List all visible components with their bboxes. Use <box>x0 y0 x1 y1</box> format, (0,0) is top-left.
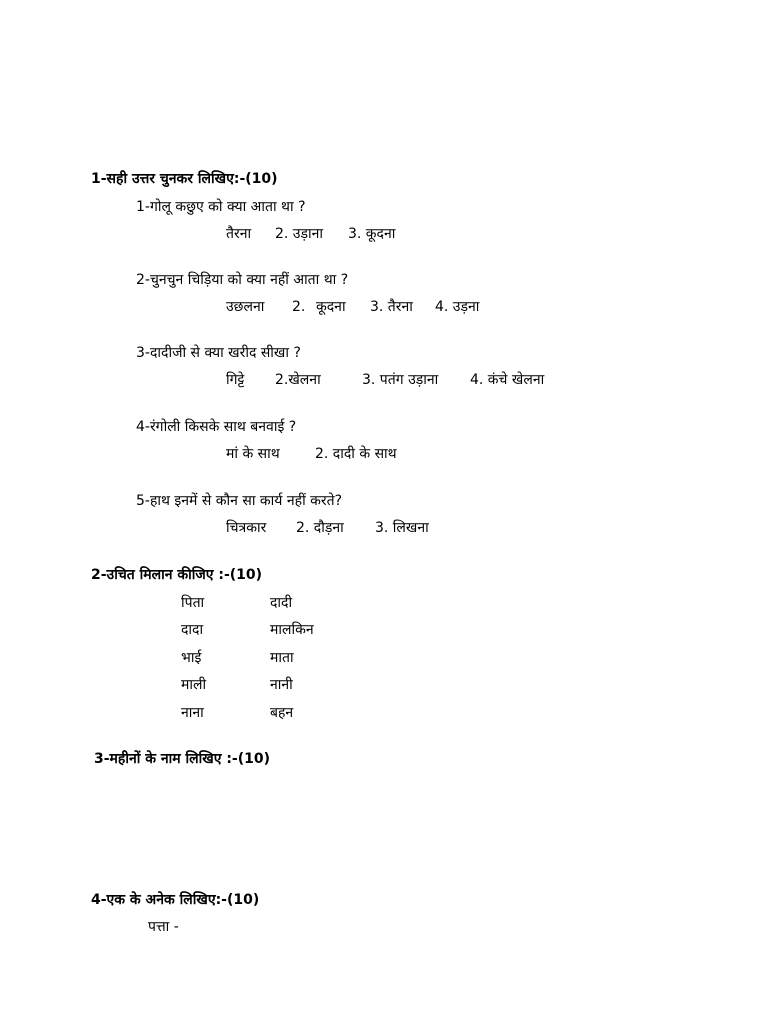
match-left-item: नाना <box>181 705 204 721</box>
question-2: 2-चुनचुन चिड़िया को क्या नहीं आता था ? <box>136 272 349 288</box>
q3-option-4: 4. कंचे खेलना <box>470 372 545 388</box>
q2-option-2-number: 2. <box>292 299 306 315</box>
q2-option-1: उछलना <box>226 299 265 315</box>
match-right-item: मालकिन <box>270 622 314 638</box>
match-right-item: माता <box>270 650 294 666</box>
q5-option-3: 3. लिखना <box>375 520 429 536</box>
q2-option-2: कूदना <box>316 299 346 315</box>
q4-option-2: 2. दादी के साथ <box>315 446 397 462</box>
q1-option-3: 3. कूदना <box>348 226 396 242</box>
match-left-item: भाई <box>181 650 202 666</box>
section-1-title: 1-सही उत्तर चुनकर लिखिए:-(10) <box>91 171 278 187</box>
q3-option-2: 2.खेलना <box>275 372 321 388</box>
match-right-item: बहन <box>270 705 294 721</box>
q1-option-1: तैरना <box>226 226 252 242</box>
q2-option-4: 4. उड़ना <box>435 299 480 315</box>
match-left-item: दादा <box>181 622 204 638</box>
q2-option-3: 3. तैरना <box>370 299 413 315</box>
section-4-title: 4-एक के अनेक लिखिए:-(10) <box>91 892 260 908</box>
section-3-title: 3-महीनों के नाम लिखिए :-(10) <box>94 751 271 767</box>
question-1: 1-गोलू कछुए को क्या आता था ? <box>136 199 306 215</box>
section-4-item: पत्ता - <box>148 919 179 935</box>
match-right-item: नानी <box>270 677 293 693</box>
q5-option-1: चित्रकार <box>226 520 267 536</box>
match-left-item: पिता <box>181 595 205 611</box>
question-5: 5-हाथ इनमें से कौन सा कार्य नहीं करते? <box>136 493 343 509</box>
q4-option-1: मां के साथ <box>226 446 280 462</box>
match-right-item: दादी <box>270 595 293 611</box>
q5-option-2: 2. दौड़ना <box>296 520 344 536</box>
section-2-title: 2-उचित मिलान कीजिए :-(10) <box>91 567 263 583</box>
q1-option-2: 2. उड़ाना <box>275 226 323 242</box>
q3-option-3: 3. पतंग उड़ाना <box>362 372 439 388</box>
match-left-item: माली <box>181 677 207 693</box>
question-4: 4-रंगोली किसके साथ बनवाई ? <box>136 419 297 435</box>
question-3: 3-दादीजी से क्या खरीद सीखा ? <box>136 345 301 361</box>
q3-option-1: गिट्टे <box>226 372 245 388</box>
